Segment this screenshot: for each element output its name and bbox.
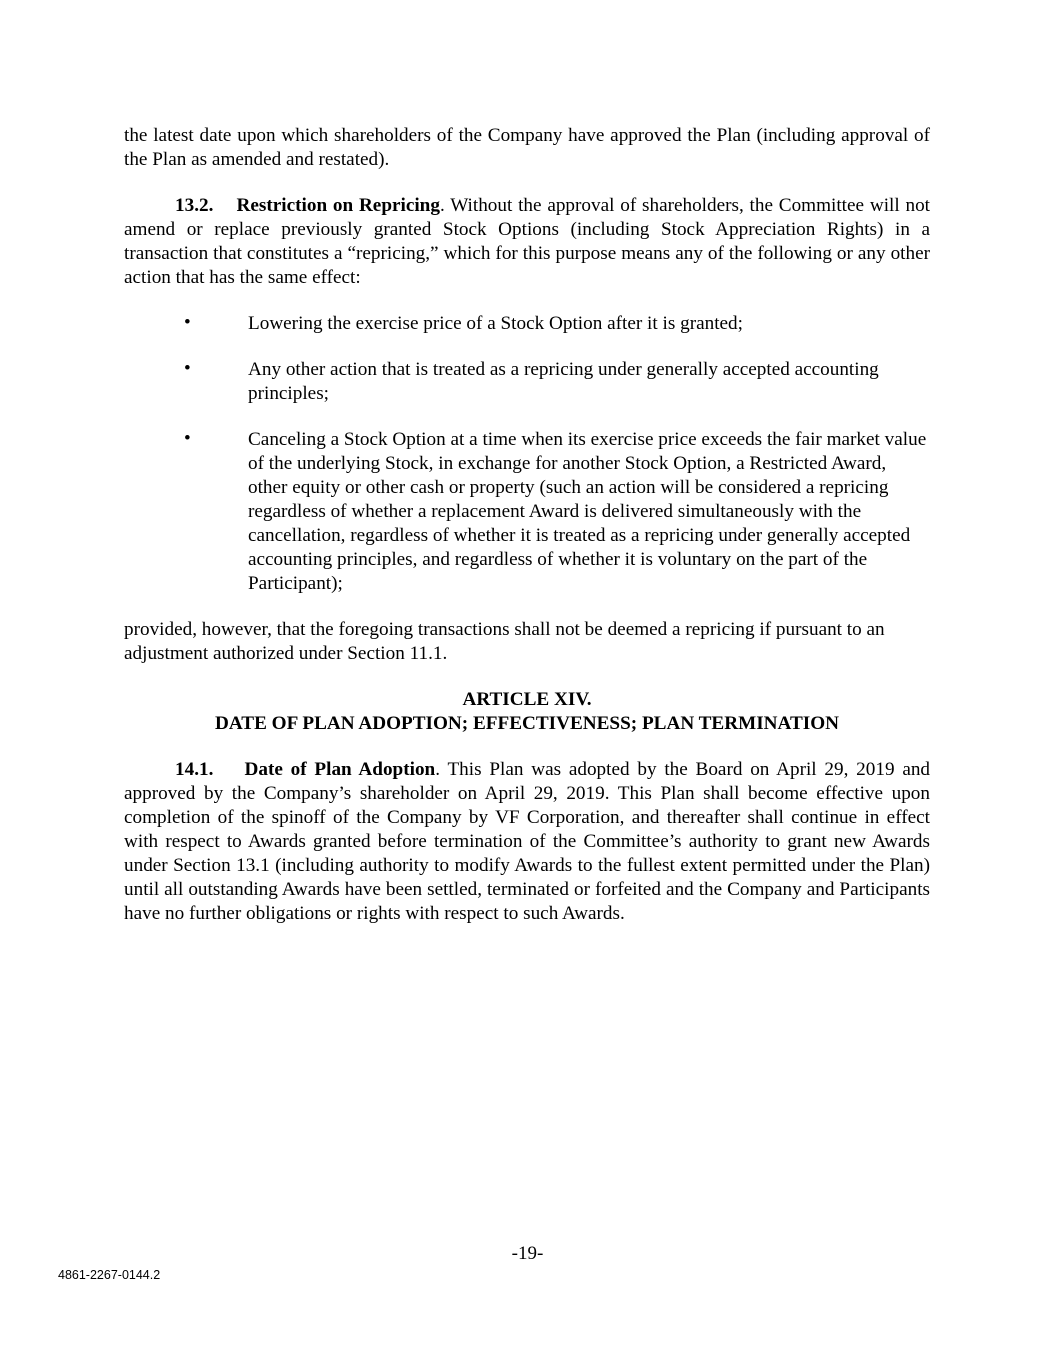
section-14-1-paragraph xyxy=(124,758,930,926)
section-13-2-paragraph xyxy=(124,194,930,290)
intro-paragraph: the latest date upon which shareholders of the Company have approved the Plan (including approval of the Plan as amended and restated). xyxy=(124,125,930,170)
document-id: 4861-2267-0144.2 xyxy=(58,1268,161,1282)
bullet-icon: • xyxy=(184,428,191,449)
bullet-text: Lowering the exercise price of a Stock Option after it is granted; xyxy=(248,313,743,334)
bullet-item xyxy=(124,358,930,406)
section-number: 14.1. xyxy=(175,759,214,780)
article-heading: ARTICLE XIV. xyxy=(462,689,592,710)
bullet-text: Any other action that is treated as a repricing under generally accepted accounting principles; xyxy=(248,359,879,404)
section-title: Date of Plan Adoption xyxy=(244,759,436,780)
bullet-item xyxy=(124,428,930,596)
article-title: DATE OF PLAN ADOPTION; EFFECTIVENESS; PLAN TERMINATION xyxy=(214,713,839,734)
page-number: -19- xyxy=(511,1243,544,1264)
bullet-text: Canceling a Stock Option at a time when its exercise price exceeds the fair market value of the underlying Stock, in exchange for another Stock Option, a Restricted Award, other equity or other cash or property (such an action will be considered a repricing regardless of whether a replacement Award is delivered simultaneously with the cancellation, regardless of whether it is treated as a repricing under generally accepted accounting principles, and regardless of whether it is voluntary on the part of the Participant); xyxy=(248,429,927,594)
section-number: 13.2. xyxy=(175,195,214,216)
bullet-icon: • xyxy=(184,358,191,379)
section-body: . Without the approval of shareholders, the Committee will not amend or replace previously granted Stock Options (including Stock Appreciation Rights) in a transaction that constitutes a “repricing,” which for this purpose means any of the following or any other action that has the same effect: xyxy=(124,195,930,288)
section-title: Restriction on Repricing xyxy=(236,195,440,216)
proviso-paragraph: provided, however, that the foregoing transactions shall not be deemed a repricing if pursuant to an adjustment authorized under Section 11.1. xyxy=(124,619,885,664)
bullet-item xyxy=(124,312,930,336)
section-body: . This Plan was adopted by the Board on April 29, 2019 and approved by the Company’s shareholder on April 29, 2019. This Plan shall become effective upon completion of the spinoff of the Company by VF Corporation, and thereafter shall continue in effect with respect to Awards granted before termination of the Committee’s authority to grant new Awards under Section 13.1 (including authority to modify Awards to the fullest extent permitted under the Plan) until all outstanding Awards have been settled, terminated or forfeited and the Company and Participants have no further obligations or rights with respect to such Awards. xyxy=(124,759,931,924)
bullet-icon: • xyxy=(184,312,191,333)
document-page xyxy=(124,124,930,926)
